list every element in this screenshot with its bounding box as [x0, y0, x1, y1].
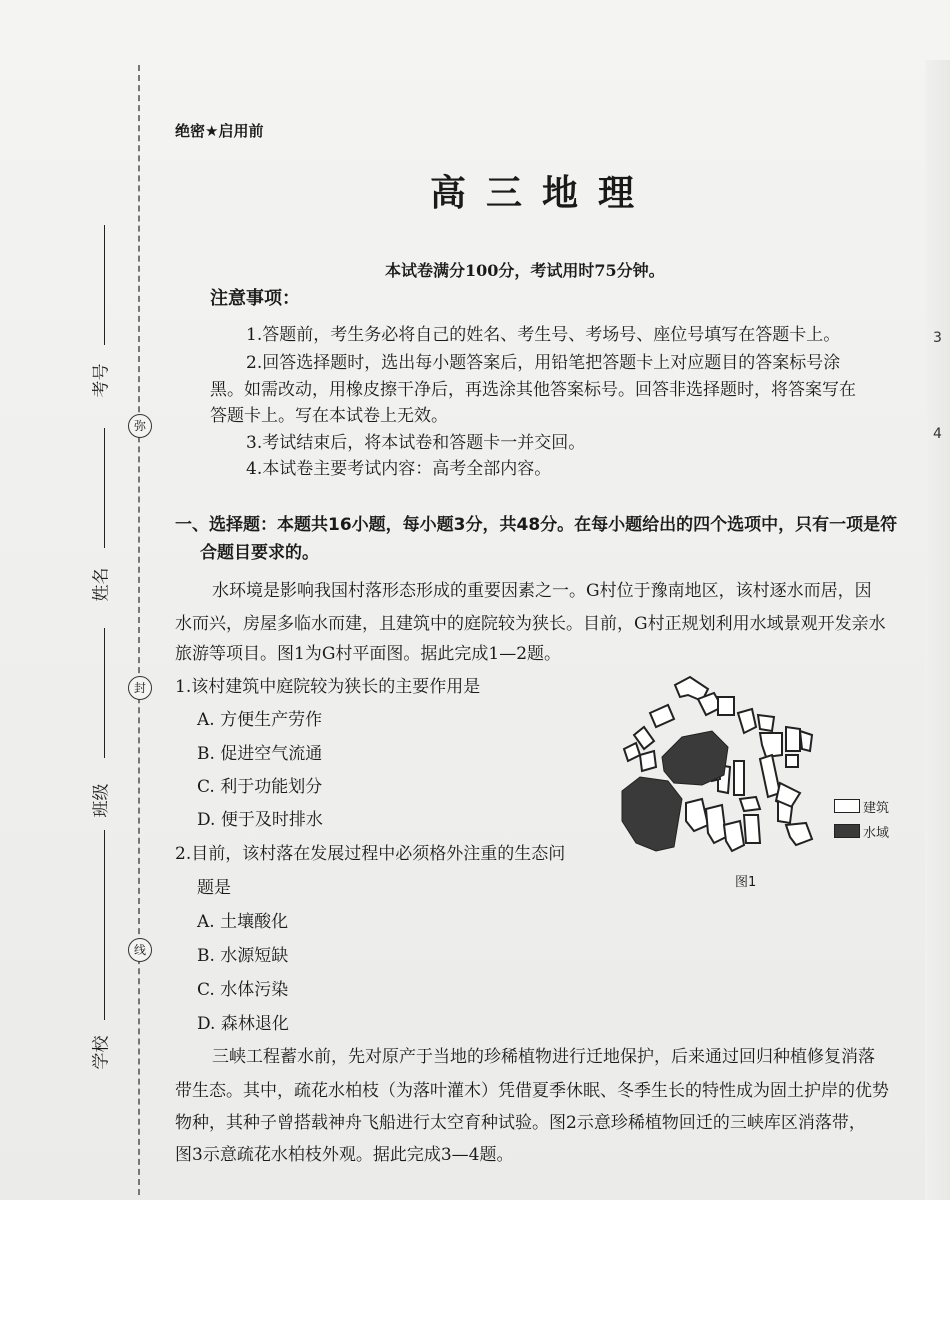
notice-line: 4.本试卷主要考试内容：高考全部内容。	[246, 459, 552, 479]
seal-char-xian: 线	[128, 938, 152, 962]
passage-line: 带生态。其中，疏花水柏枝（为落叶灌木）凭借夏季休眠、冬季生长的特性成为固土护岸的优势	[175, 1081, 889, 1101]
section-heading: 一、选择题：本题共16小题，每小题3分，共48分。在每小题给出的四个选项中，只有一项是符	[175, 515, 898, 535]
notice-line: 2.回答选择题时，选出每小题答案后，用铅笔把答题卡上对应题目的答案标号涂	[246, 353, 841, 373]
exam-info: 本试卷满分100分，考试用时75分钟。	[385, 261, 665, 280]
q1-option-a[interactable]: A. 方便生产劳作	[197, 710, 323, 730]
passage-line: 水而兴，房屋多临水而建，且建筑中的庭院较为狭长。目前，G村正规划利用水域景观开发亲水	[175, 614, 886, 634]
q2-option-b[interactable]: B. 水源短缺	[197, 946, 289, 966]
seal-dashed-line	[138, 65, 140, 1195]
page-title: 高三地理	[430, 173, 655, 214]
exam-number-line[interactable]	[104, 225, 105, 345]
passage-line: 图3示意疏花水柏枝外观。据此完成3—4题。	[175, 1145, 514, 1165]
class-line[interactable]	[104, 628, 105, 758]
name-label: 姓名	[91, 567, 112, 602]
figure-1-caption: 图1	[735, 875, 757, 890]
q2-option-a[interactable]: A. 土壤酸化	[197, 912, 289, 932]
school-line[interactable]	[104, 830, 105, 1020]
passage-line: 旅游等项目。图1为G村平面图。据此完成1—2题。	[175, 644, 562, 664]
q1-option-b[interactable]: B. 促进空气流通	[197, 744, 323, 764]
legend-building-swatch	[834, 799, 860, 813]
q1-option-d[interactable]: D. 便于及时排水	[197, 810, 323, 830]
notice-line: 1.答题前，考生务必将自己的姓名、考生号、考场号、座位号填写在答题卡上。	[246, 325, 841, 345]
notice-heading: 注意事项：	[210, 288, 300, 309]
legend-building-label: 建筑	[863, 801, 890, 816]
section-heading-cont: 合题目要求的。	[200, 543, 319, 563]
notice-line: 答题卡上。写在本试卷上无效。	[210, 406, 448, 426]
exam-number-label: 考号	[91, 363, 112, 398]
passage-line: 三峡工程蓄水前，先对原产于当地的珍稀植物进行迁地保护，后来通过回归种植修复消落	[212, 1047, 875, 1067]
notice-line: 3.考试结束后，将本试卷和答题卡一并交回。	[246, 433, 586, 453]
notice-line: 黑。如需改动，用橡皮擦干净后，再选涂其他答案标号。回答非选择题时，将答案写在	[210, 380, 856, 400]
legend-water-label: 水域	[863, 826, 890, 841]
edge-char: 3	[933, 330, 942, 346]
seal-char-mi: 弥	[128, 414, 152, 438]
passage-line: 物种，其种子曾搭载神舟飞船进行太空育种试验。图2示意珍稀植物回迁的三峡库区消落带，	[175, 1113, 866, 1133]
q2-option-d[interactable]: D. 森林退化	[197, 1014, 289, 1034]
q1-option-c[interactable]: C. 利于功能划分	[197, 777, 323, 797]
class-label: 班级	[91, 783, 112, 818]
question-2-stem: 2.目前，该村落在发展过程中必须格外注重的生态问	[175, 844, 566, 864]
water-area	[662, 731, 728, 785]
water-area	[622, 777, 682, 851]
question-2-stem-cont: 题是	[197, 878, 231, 898]
q2-option-c[interactable]: C. 水体污染	[197, 980, 289, 1000]
question-1-stem: 1.该村建筑中庭院较为狭长的主要作用是	[175, 677, 481, 697]
legend-water-swatch	[834, 824, 860, 838]
village-plan-map	[610, 675, 830, 875]
school-label: 学校	[91, 1035, 112, 1070]
passage-line: 水环境是影响我国村落形态形成的重要因素之一。G村位于豫南地区，该村逐水而居，因	[212, 581, 872, 601]
adjacent-page-edge	[925, 60, 950, 1200]
seal-char-feng: 封	[128, 676, 152, 700]
confidential-label: 绝密★启用前	[175, 122, 264, 140]
edge-char: 4	[933, 426, 942, 442]
name-line[interactable]	[104, 428, 105, 548]
